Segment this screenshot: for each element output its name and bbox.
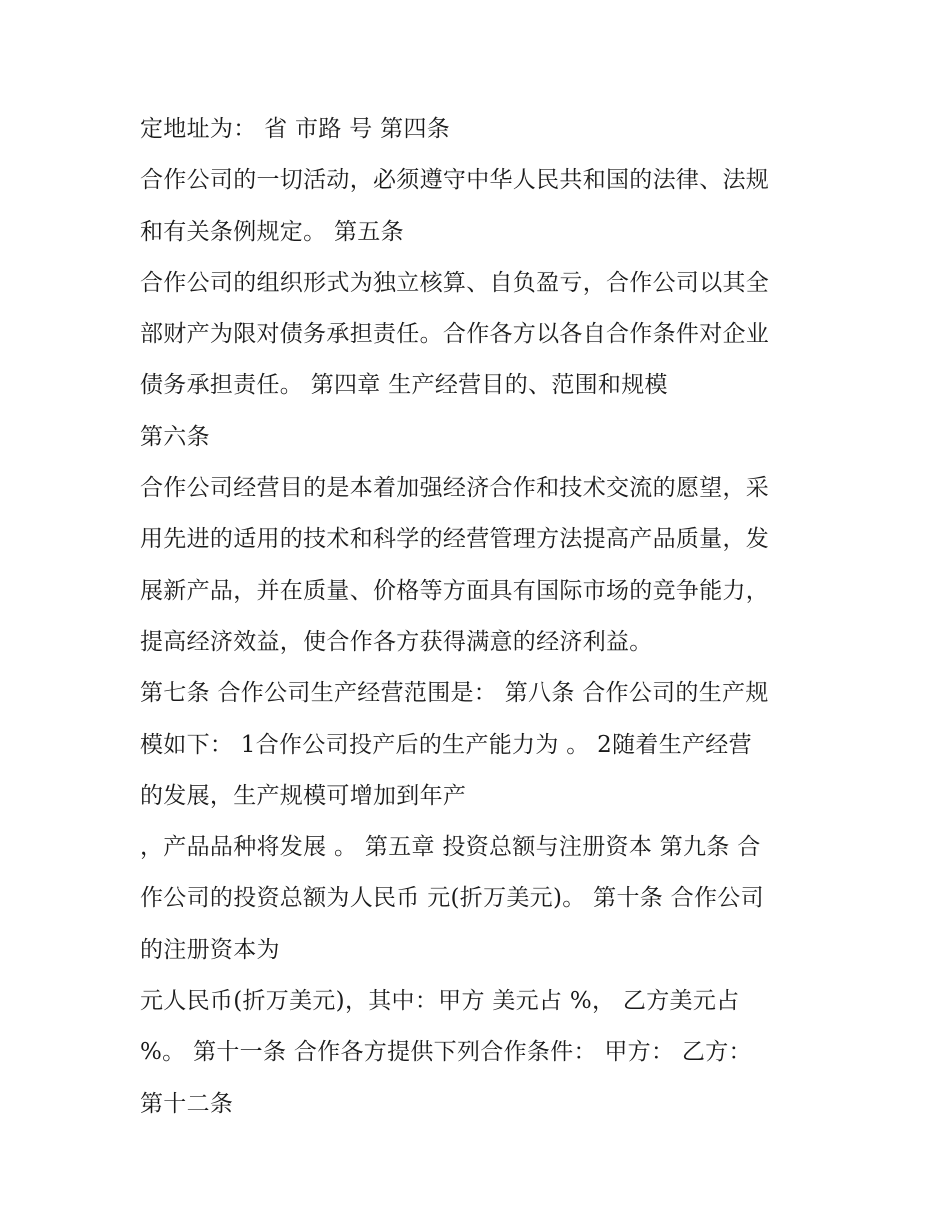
text-line: 用先进的适用的技术和科学的经营管理方法提高产品质量，发 <box>140 526 770 553</box>
text-line: 元人民币(折万美元)，其中：甲方 美元占 %， 乙方美元占 <box>140 988 740 1015</box>
text-line: 第七条 合作公司生产经营范围是： 第八条 合作公司的生产规 <box>140 680 769 707</box>
text-line: %。 第十一条 合作各方提供下列合作条件： 甲方： 乙方： <box>140 1039 752 1066</box>
text-line: 作公司的投资总额为人民币 元(折万美元)。 第十条 合作公司 <box>140 885 764 912</box>
text-line: 部财产为限对债务承担责任。合作各方以各自合作条件对企业 <box>140 321 770 348</box>
text-line: 和有关条例规定。 第五条 <box>140 218 404 245</box>
text-line: 合作公司的组织形式为独立核算、自负盈亏，合作公司以其全 <box>140 269 770 296</box>
text-line: 的发展，生产规模可增加到年产 <box>140 782 467 809</box>
text-line: 第十二条 <box>140 1090 234 1117</box>
text-line: 提高经济效益，使合作各方获得满意的经济利益。 <box>140 628 653 655</box>
text-line: 第六条 <box>140 423 210 450</box>
text-line: 模如下： 1合作公司投产后的生产能力为 。 2随着生产经营 <box>140 731 752 758</box>
text-line: 合作公司的一切活动，必须遵守中华人民共和国的法律、法规 <box>140 167 770 194</box>
text-line: 展新产品，并在质量、价格等方面具有国际市场的竞争能力， <box>140 577 770 604</box>
document-body <box>140 108 830 1134</box>
text-line: 债务承担责任。 第四章 生产经营目的、范围和规模 <box>140 372 668 399</box>
text-line: 定地址为： 省 市路 号 第四条 <box>140 116 451 142</box>
text-line: 的注册资本为 <box>140 936 280 963</box>
text-line: 合作公司经营目的是本着加强经济合作和技术交流的愿望，采 <box>140 475 770 502</box>
text-line: ，产品品种将发展 。 第五章 投资总额与注册资本 第九条 合 <box>140 834 761 861</box>
